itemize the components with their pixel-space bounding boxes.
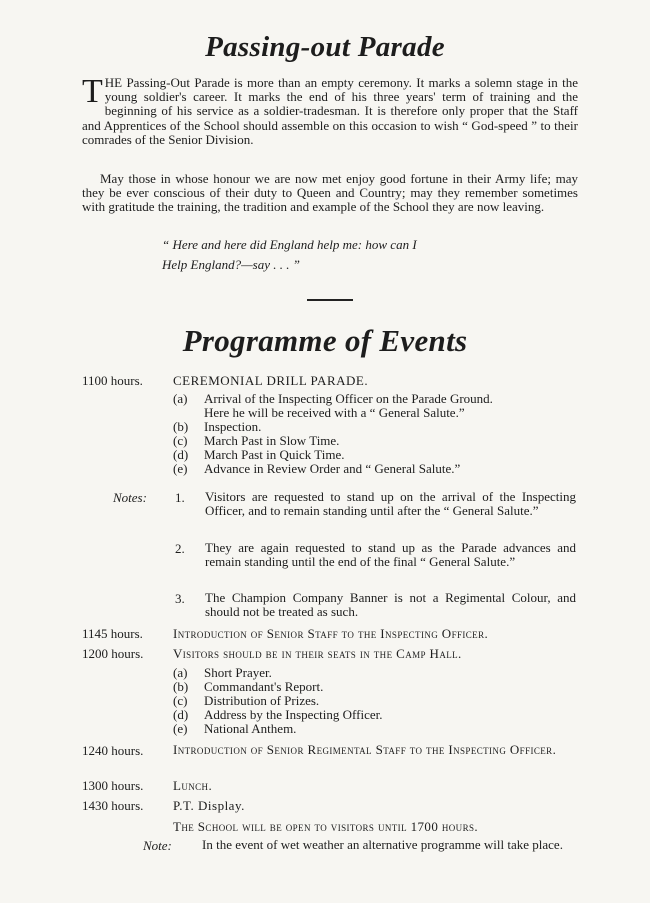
quote-line-1: “ Here and here did England help me: how can I	[162, 237, 417, 252]
event-title: Introduction of Senior Regimental Staff to the Inspecting Officer.	[173, 742, 557, 757]
school-open-notice: The School will be open to visitors until 1700 hours.	[173, 819, 479, 834]
list-item: (c) March Past in Slow Time.	[173, 433, 340, 448]
programme-title: Programme of Events	[182, 323, 468, 358]
notes-label: Notes:	[113, 490, 147, 505]
final-note-text: In the event of wet weather an alternative programme will take place.	[202, 837, 563, 852]
event-time: 1240 hours.	[82, 743, 144, 758]
final-note-label: Note:	[143, 838, 172, 853]
list-item: (a) Short Prayer.	[173, 665, 272, 680]
drop-capital: T	[82, 73, 103, 110]
note-text: The Champion Company Banner is not a Regimental Colour, and should not be treated as such.	[205, 590, 576, 619]
list-item-continuation: Here he will be received with a “ General Salute.”	[204, 405, 465, 420]
section-divider	[307, 299, 353, 301]
list-item: (e) National Anthem.	[173, 721, 297, 736]
event-title: P.T. Display.	[173, 798, 245, 813]
intro-paragraph-2: May those in whose honour we are now met enjoy good fortune in their Army life; may they be ever conscious of their duty to Queen and Country; may they remember sometimes with gratitude the training, the tradition and example of the School they are now leaving.	[82, 171, 578, 215]
event-title: Lunch.	[173, 778, 213, 793]
note-number: 1.	[175, 490, 185, 505]
page-title: Passing-out Parade	[205, 31, 445, 63]
event-time: 1145 hours.	[82, 626, 143, 641]
note-text: Visitors are requested to stand up on the arrival of the Inspecting Officer, and to remain standing until after the “ General Salute.”	[205, 489, 576, 518]
list-item: (b) Inspection.	[173, 419, 262, 434]
event-time: 1200 hours.	[82, 646, 144, 661]
event-title: Introduction of Senior Staff to the Inspecting Officer.	[173, 626, 489, 641]
event-time: 1100 hours.	[82, 373, 143, 388]
list-item: (c) Distribution of Prizes.	[173, 693, 320, 708]
event-title: Visitors should be in their seats in the Camp Hall.	[173, 646, 462, 661]
list-item: (a) Arrival of the Inspecting Officer on the Parade Ground.	[173, 391, 493, 406]
event-time: 1300 hours.	[82, 778, 144, 793]
list-item: (d) March Past in Quick Time.	[173, 447, 345, 462]
note-text: They are again requested to stand up as the Parade advances and remain standing until the end of the final “ General Salute.”	[205, 540, 576, 569]
quote-line-2: Help England?—say . . . ”	[162, 257, 300, 272]
list-item: (b) Commandant's Report.	[173, 679, 324, 694]
event-title: CEREMONIAL DRILL PARADE.	[173, 373, 369, 388]
note-number: 2.	[175, 541, 185, 556]
event-time: 1430 hours.	[82, 798, 144, 813]
intro-paragraph-1-text: HE Passing-Out Parade is more than an empty ceremony. It marks a solemn stage in the young soldier's career. It marks the end of his three years' term of training and the beginning of his service as a soldier-tradesman. It is therefore only proper that the Staff and Apprentices of the School should assemble on this occasion to wish “ God-speed ” to their comrades of the Senior Division.	[82, 75, 578, 147]
list-item: (d) Address by the Inspecting Officer.	[173, 707, 383, 722]
intro-paragraph-1	[82, 73, 578, 147]
note-number: 3.	[175, 591, 185, 606]
list-item: (e) Advance in Review Order and “ General Salute.”	[173, 461, 461, 476]
